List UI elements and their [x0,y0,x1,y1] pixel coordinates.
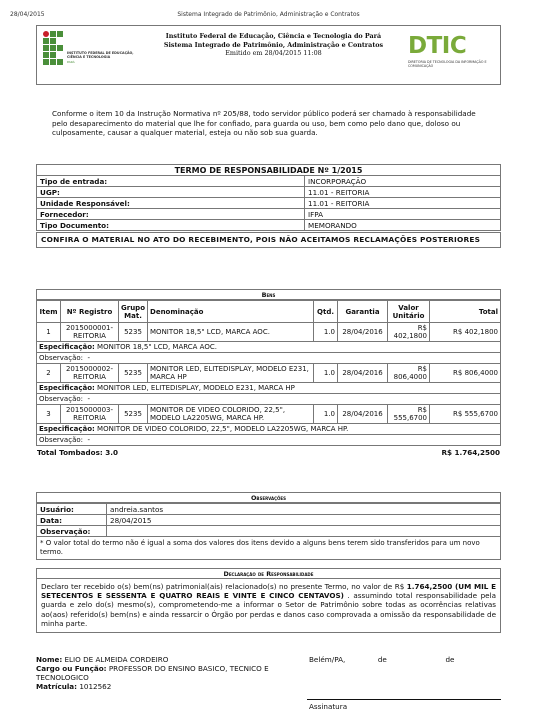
item-total: R$ 806,4000 [430,364,501,383]
col-qtd: Qtd. [314,301,338,323]
declaracao-section [36,568,501,633]
observacoes-section [36,492,501,560]
de-label-1: de [377,655,387,664]
local-label: Belém/PA, [309,655,346,664]
observacoes-title: Observações [36,492,501,503]
bens-table [36,300,501,446]
item-spec: MONITOR DE VIDEO COLORIDO, 22,5", MODELO LA2205WG, MARCA HP. [97,425,349,433]
nome-label: Nome: [36,655,63,664]
termo-row-label: UGP: [37,187,305,198]
item-denominacao: MONITOR LED, ELITEDISPLAY, MODELO E231, MARCA HP [148,364,314,383]
termo-row-value: MEMORANDO [305,220,501,231]
spec-label: Especificação: [39,425,95,433]
header-title-block [147,32,400,58]
declaracao-text-c: . assumindo total responsabilidade pela guarda e zelo do(s) mesmo(s), comprometendo-me a informar o Setor de Patrimônio sobre todas as ocorrências relativas ao(aos) referido(s) bem(ns) e ainda ressarcir o Órgão por perdas e danos caso comprovada a omissão da responsabilidade de minha parte. [41,591,496,628]
col-item: Item [37,301,61,323]
obs-row-value [107,526,501,537]
item-garantia: 28/04/2016 [338,323,388,342]
item-obs: - [87,354,90,362]
obs-row [37,526,501,537]
item-garantia: 28/04/2016 [338,405,388,424]
col-valor: Valor Unitário [388,301,430,323]
item-number: 2 [37,364,61,383]
termo-row [37,198,501,209]
matricula-label: Matrícula: [36,682,78,691]
item-obs-row [37,435,501,446]
item-registro: 2015000003-REITORIA [61,405,119,424]
signature-place-date [309,655,509,664]
observacoes-table [36,503,501,560]
obs-row-label: Data: [37,515,107,526]
spec-label: Especificação: [39,343,95,351]
termo-section [36,164,501,248]
col-grupo: Grupo Mat. [119,301,148,323]
item-obs: - [87,436,90,444]
signature-section [36,655,501,711]
bens-section [36,289,501,459]
dtic-logo-text: DTIC [408,33,467,59]
matricula-value: 1012562 [79,682,112,691]
nome-value: ELIO DE ALMEIDA CORDEIRO [64,655,169,664]
obs-label: Observação: [39,354,83,362]
termo-row-label: Tipo Documento: [37,220,305,231]
declaracao-amount: 1.764,2500 (UM MIL E SETECENTOS E SESSENTA E QUATRO REAIS E VINTE E CINCO CENTAVOS) [41,582,496,601]
termo-row-value: IFPA [305,209,501,220]
col-denominacao: Denominação [148,301,314,323]
spec-label: Especificação: [39,384,95,392]
termo-row [37,176,501,187]
item-total: R$ 402,1800 [430,323,501,342]
bens-header-row [37,301,501,323]
termo-row-label: Unidade Responsável: [37,198,305,209]
item-grupo: 5235 [119,405,148,424]
item-valor: R$ 402,1800 [388,323,430,342]
item-number: 3 [37,405,61,424]
declaracao-title: Declaração de Responsabilidade [36,568,501,579]
dtic-logo [408,34,494,80]
termo-row-value: 11.01 - REITORIA [305,198,501,209]
item-denominacao: MONITOR DE VIDEO COLORIDO, 22,5", MODELO LA2205WG, MARCA HP. [148,405,314,424]
obs-label: Observação: [39,436,83,444]
cargo-value: PROFESSOR DO ENSINO BASICO, TECNICO E TECNOLOGICO [36,664,269,682]
print-header [10,11,527,21]
item-obs-row [37,353,501,364]
item-valor: R$ 555,6700 [388,405,430,424]
ifpa-logo-subtext: PARÁ [67,60,75,64]
obs-label: Observação: [39,395,83,403]
ifpa-logo [43,31,143,81]
document-header [36,25,501,85]
item-spec-row [37,424,501,435]
termo-row [37,220,501,231]
col-total: Total [430,301,501,323]
print-system-name: Sistema Integrado de Patrimônio, Administração e Contratos [177,11,360,18]
item-garantia: 28/04/2016 [338,364,388,383]
obs-row [37,515,501,526]
termo-row [37,209,501,220]
obs-row-value: andreia.santos [107,504,501,515]
obs-row [37,504,501,515]
item-grupo: 5235 [119,364,148,383]
table-row [37,405,501,424]
bens-title: Bens [36,289,501,300]
signature-label: Assinatura [309,702,348,711]
obs-row-label: Observação: [37,526,107,537]
total-row [36,446,501,459]
col-garantia: Garantia [338,301,388,323]
item-valor: R$ 806,4000 [388,364,430,383]
item-qtd: 1.0 [314,364,338,383]
item-registro: 2015000001-REITORIA [61,323,119,342]
declaracao-text-a: Declaro ter recebido o(s) bem(ns) patrimonial(ais) relacionado(s) no presente Termo, no valor de R$ [41,582,405,591]
item-spec: MONITOR LED, ELITEDISPLAY, MODELO E231, MARCA HP [97,384,295,392]
observacoes-note: * O valor total do termo não é igual a soma dos valores dos itens devido a alguns bens terem sido transferidos para um novo termo. [37,537,501,560]
item-obs-row [37,394,501,405]
termo-row [37,187,501,198]
system-name: Sistema Integrado de Patrimônio, Administração e Contratos [163,40,384,49]
institution-name: Instituto Federal de Educação, Ciência e Tecnologia do Pará [165,32,382,40]
declaracao-text [36,579,501,633]
issued-at: Emitido em 28/04/2015 11:08 [225,49,322,57]
total-value: R$ 1.764,2500 [441,448,500,457]
ifpa-logo-text: INSTITUTO FEDERAL DE EDUCAÇÃO, CIÊNCIA E TECNOLOGIA [67,51,134,59]
table-row [37,323,501,342]
receipt-notice: CONFIRA O MATERIAL NO ATO DO RECEBIMENTO, POIS NÃO ACEITAMOS RECLAMAÇÕES POSTERIORES [36,232,501,248]
print-date: 28/04/2015 [10,11,45,18]
col-registro: Nº Registro [61,301,119,323]
item-denominacao: MONITOR 18,5" LCD, MARCA AOC. [148,323,314,342]
cargo-label: Cargo ou Função: [36,664,107,673]
termo-row-value: 11.01 - REITORIA [305,187,501,198]
termo-row-value: INCORPORAÇÃO [305,176,501,187]
termo-title: TERMO DE RESPONSABILIDADE Nº 1/2015 [37,165,501,176]
item-total: R$ 555,6700 [430,405,501,424]
item-registro: 2015000002-REITORIA [61,364,119,383]
item-grupo: 5235 [119,323,148,342]
item-spec: MONITOR 18,5" LCD, MARCA AOC. [97,343,217,351]
item-number: 1 [37,323,61,342]
signature-line [307,699,501,700]
de-label-2: de [445,655,455,664]
item-spec-row [37,383,501,394]
dtic-logo-subtext: DIRETORIA DE TECNOLOGIA DA INFORMAÇÃO E COMUNICAÇÃO [408,60,487,68]
obs-row-label: Usuário: [37,504,107,515]
item-obs: - [87,395,90,403]
item-spec-row [37,342,501,353]
intro-paragraph: Conforme o item 10 da Instrução Normativa nº 205/88, todo servidor público poderá ser chamado à responsabilidade pelo desaparecimento do material que lhe for confiado, para guarda ou uso, bem como pelo dano que, doloso ou culposamente, causar a qualquer material, esteja ou não sob sua guarda. [52,109,476,137]
total-tombados: Total Tombados: 3.0 [37,448,118,457]
item-qtd: 1.0 [314,405,338,424]
ifpa-logo-mark [43,31,63,65]
termo-row-label: Tipo de entrada: [37,176,305,187]
item-qtd: 1.0 [314,323,338,342]
obs-row-value: 28/04/2015 [107,515,501,526]
termo-row-label: Fornecedor: [37,209,305,220]
table-row [37,364,501,383]
termo-table [36,164,501,231]
